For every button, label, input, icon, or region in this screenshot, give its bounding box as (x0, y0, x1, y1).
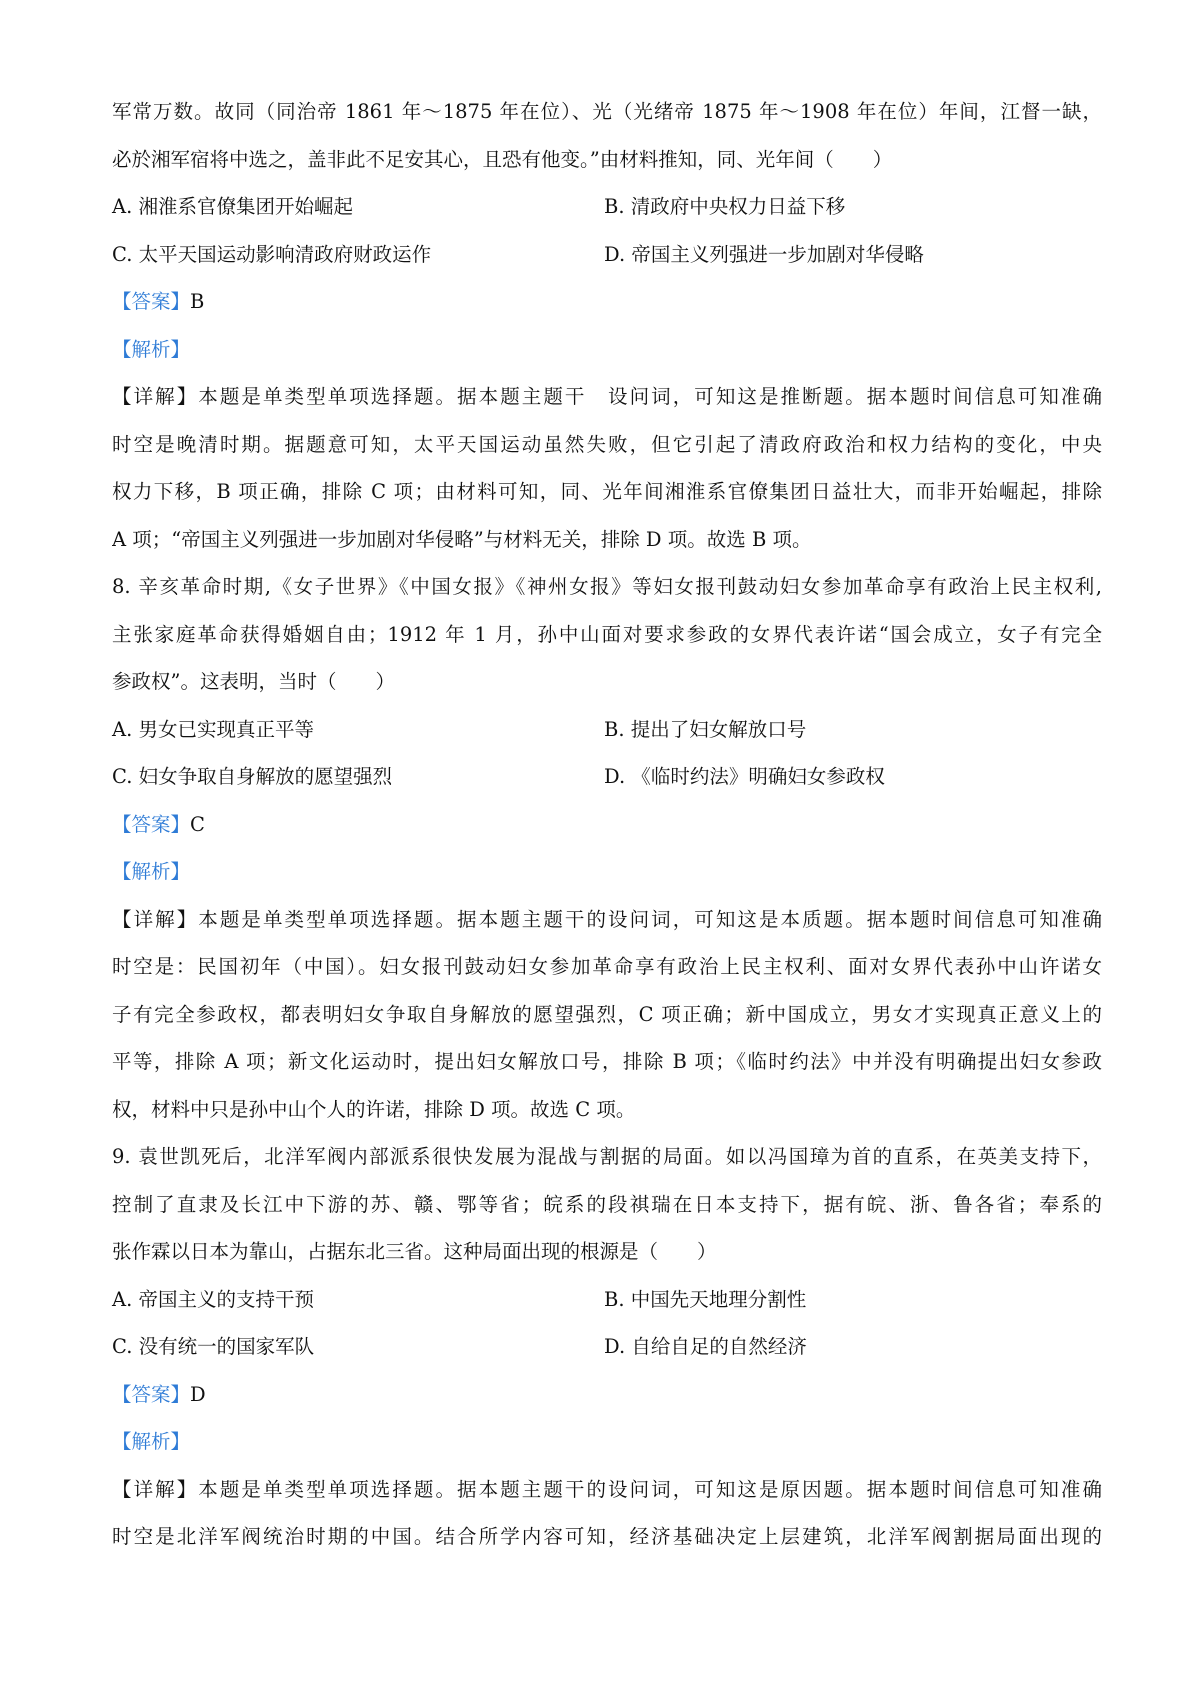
answer-value: D (190, 1382, 206, 1406)
analysis-label: 【解析】 (112, 1430, 191, 1453)
option-b: B. 中国先天地理分割性 (604, 1287, 807, 1311)
detail-text: 本题是单类型单项选择题。据本题主题干的设问词，可知这是原因题。据本题时间信息可知准确 (198, 1477, 1102, 1501)
option-c: C. 妇女争取自身解放的愿望强烈 (112, 765, 393, 788)
question-8-detail-line: 平等，排除 A 项；新文化运动时，提出妇女解放口号，排除 B 项；《临时约法》中并没有明确提出妇女参政 (112, 1050, 1102, 1073)
question-9-stem-line: 控制了直隶及长江中下游的苏、赣、鄂等省；皖系的段祺瑞在日本支持下，据有皖、浙、鲁各省；奉系的 (112, 1192, 1102, 1216)
question-8-options-row (112, 706, 1102, 754)
detail-text: 本题是单类型单项选择题。据本题主题干 设问词，可知这是推断题。据本题时间信息可知准确 (198, 385, 1102, 408)
question-8-detail-line: 子有完全参政权，都表明妇女争取自身解放的愿望强烈，C 项正确；新中国成立，男女才实现真正意义上的 (112, 1002, 1102, 1026)
question-8-options-row (112, 753, 1102, 801)
analysis-label: 【解析】 (112, 860, 191, 883)
option-b: B. 提出了妇女解放口号 (604, 717, 807, 741)
option-a: A. 帝国主义的支持干预 (112, 1287, 314, 1311)
question-7-detail-line (112, 373, 1102, 421)
question-7-options-row (112, 231, 1102, 279)
answer-label: 【答案】 (112, 812, 191, 836)
answer-label: 【答案】 (112, 1382, 191, 1406)
question-8-detail-line: 时空是：民国初年（中国）。妇女报刊鼓动妇女参加革命享有政治上民主权利、面对女界代表孙中山许诺女 (112, 955, 1102, 978)
option-b: B. 清政府中央权力日益下移 (604, 195, 846, 218)
question-9-stem-line: 9. 袁世凯死后，北洋军阀内部派系很快发展为混战与割据的局面。如以冯国璋为首的直系，在英美支持下， (112, 1145, 1102, 1168)
option-c: C. 没有统一的国家军队 (112, 1335, 315, 1358)
question-7-detail-line: 权力下移，B 项正确，排除 C 项；由材料可知，同、光年间湘淮系官僚集团日益壮大，而非开始崛起，排除 (112, 480, 1102, 503)
option-d: D. 自给自足的自然经济 (604, 1335, 807, 1358)
option-d: D. 帝国主义列强进一步加剧对华侵略 (604, 242, 924, 266)
detail-text: 本题是单类型单项选择题。据本题主题干的设问词，可知这是本质题。据本题时间信息可知准确 (198, 907, 1102, 931)
option-a: A. 湘淮系官僚集团开始崛起 (112, 195, 353, 218)
answer-label: 【答案】 (112, 290, 191, 313)
question-9-detail-line: 时空是北洋军阀统治时期的中国。结合所学内容可知，经济基础决定上层建筑，北洋军阀割据局面出现的 (112, 1525, 1102, 1548)
detail-label: 【详解】 (112, 1477, 199, 1501)
answer-value: B (190, 290, 205, 313)
option-a: A. 男女已实现真正平等 (112, 717, 314, 741)
question-7-options-row (112, 183, 1102, 231)
question-9-detail-line (112, 1466, 1102, 1514)
option-c: C. 太平天国运动影响清政府财政运作 (112, 242, 432, 266)
question-8-answer (112, 801, 1102, 849)
document-page (112, 88, 1102, 1561)
question-8-stem-line: 主张家庭革命获得婚姻自由；1912 年 1 月，孙中山面对要求参政的女界代表许诺“国会成立，女子有完全 (112, 622, 1102, 646)
question-9-options-row (112, 1276, 1102, 1324)
question-7-detail-line: A 项；“帝国主义列强进一步加剧对华侵略”与材料无关，排除 D 项。故选 B 项。 (112, 527, 812, 551)
detail-label: 【详解】 (112, 385, 199, 408)
detail-label: 【详解】 (112, 907, 199, 931)
question-7-answer (112, 278, 1102, 326)
question-7-analysis (112, 326, 1102, 374)
question-9-analysis (112, 1418, 1102, 1466)
question-8-detail-line: 权，材料中只是孙中山个人的许诺，排除 D 项。故选 C 项。 (112, 1097, 636, 1121)
option-d: D. 《临时约法》明确妇女参政权 (604, 765, 885, 788)
question-8-stem-line: 8. 辛亥革命时期,《女子世界》《中国女报》《神州女报》等妇女报刊鼓动妇女参加革命享有政治上民主权利, (112, 575, 1102, 598)
question-8-stem-line: 参政权”。这表明，当时（ ） (112, 670, 395, 693)
question-9-options-row (112, 1323, 1102, 1371)
question-9-answer (112, 1371, 1102, 1419)
analysis-label: 【解析】 (112, 337, 191, 361)
answer-value: C (190, 812, 205, 836)
question-7-detail-line: 时空是晚清时期。据题意可知，太平天国运动虽然失败，但它引起了清政府政治和权力结构的变化，中央 (112, 432, 1102, 456)
question-8-analysis (112, 848, 1102, 896)
question-9-stem-line: 张作霖以日本为靠山，占据东北三省。这种局面出现的根源是（ ） (112, 1240, 717, 1263)
question-7-stem-line: 军常万数。故同（同治帝 1861 年～1875 年在位）、光（光绪帝 1875 年～1908 年在位）年间，江督一缺， (112, 100, 1102, 123)
question-8-detail-line (112, 896, 1102, 944)
question-7-stem-line: 必於湘军宿将中选之，盖非此不足安其心，且恐有他变。”由材料推知，同、光年间（ ） (112, 147, 893, 171)
